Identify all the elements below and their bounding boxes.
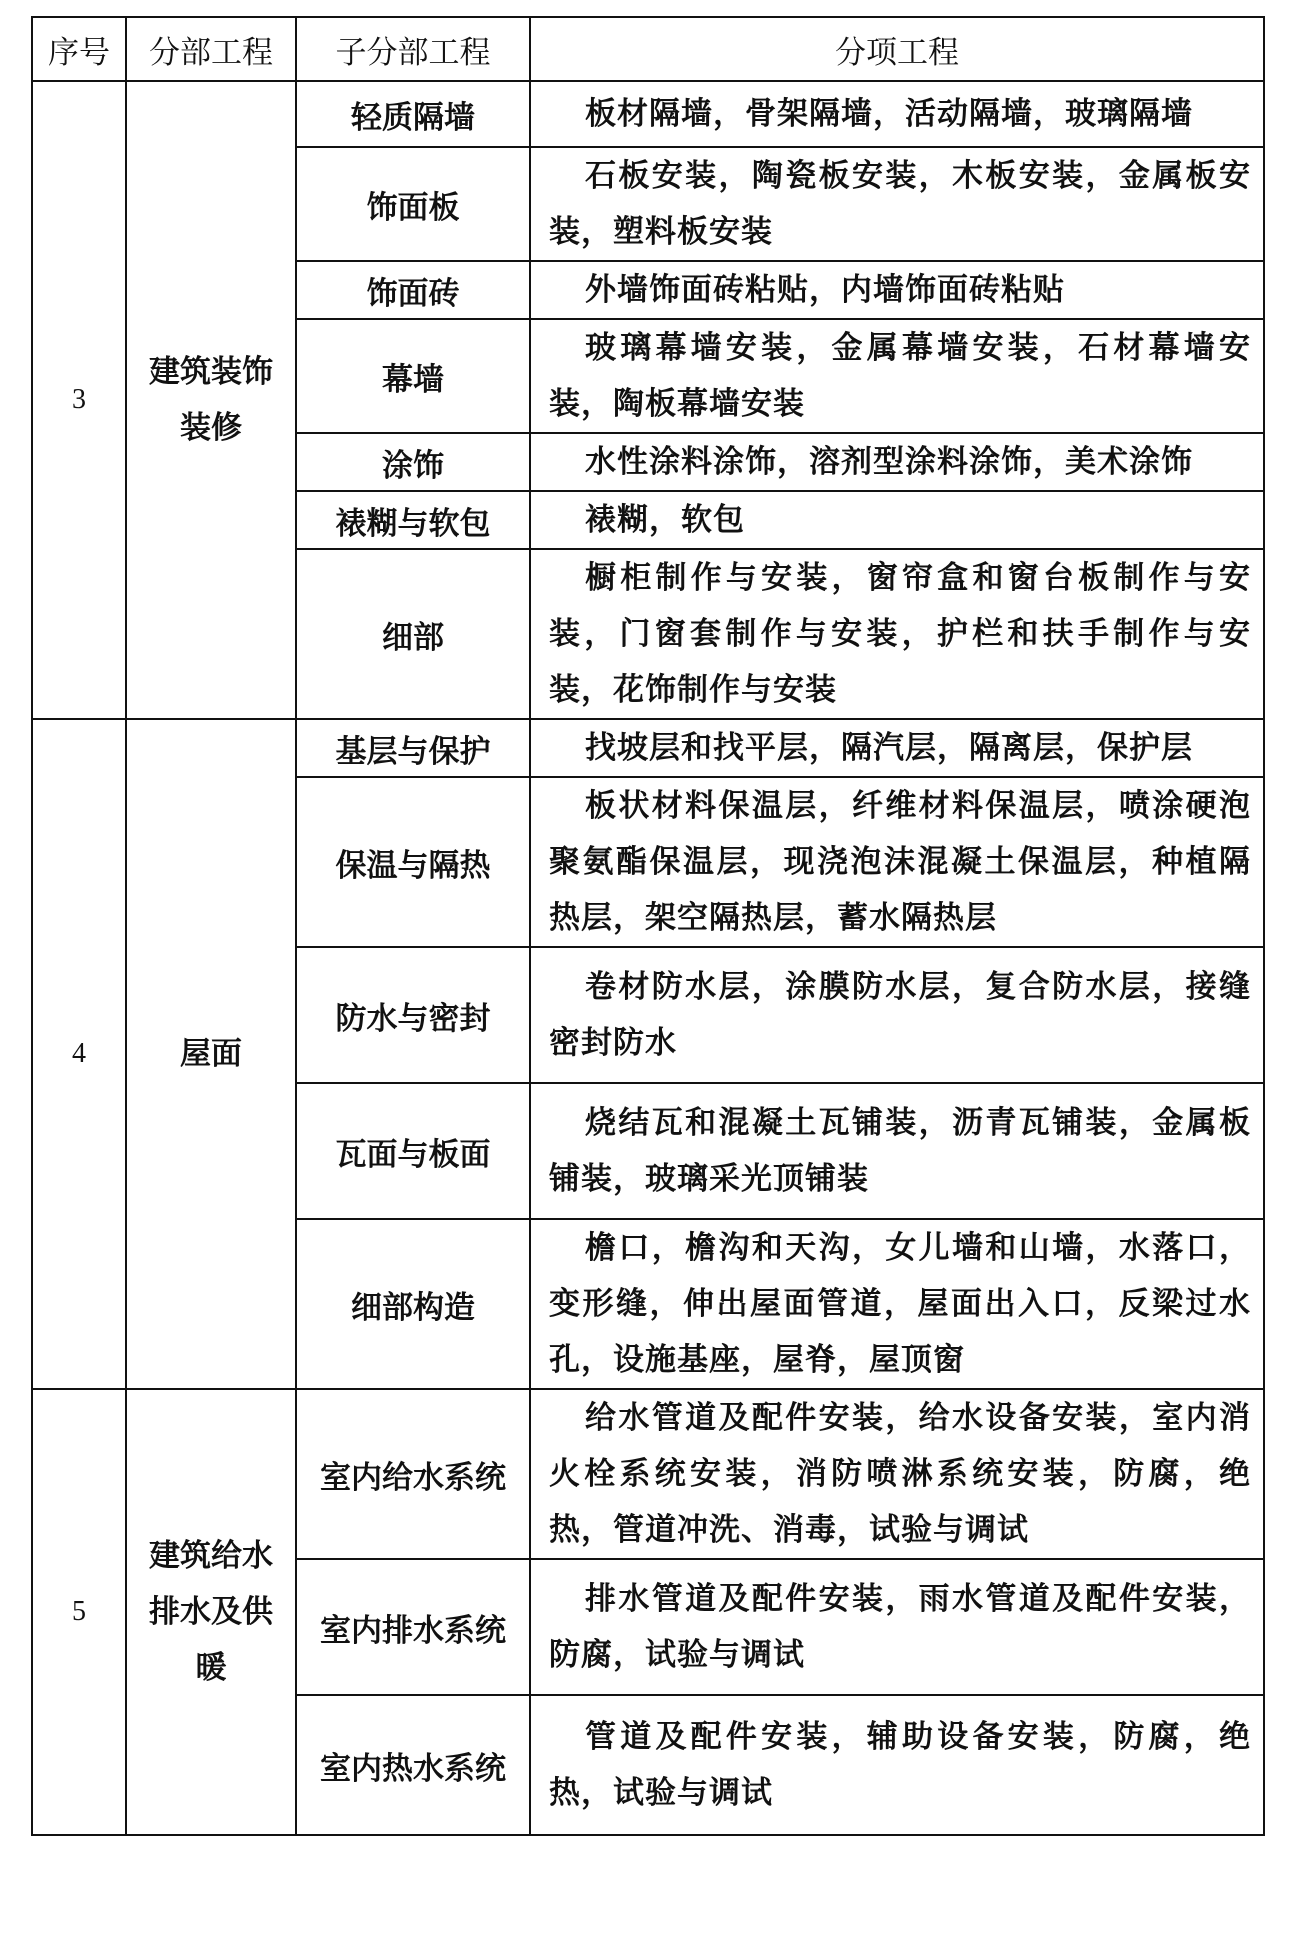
subdivision-cell: 幕墙 <box>296 319 530 433</box>
header-subdivision: 子分部工程 <box>296 17 530 81</box>
items-cell: 卷材防水层，涂膜防水层，复合防水层，接缝密封防水 <box>530 947 1264 1083</box>
subdivision-cell: 轻质隔墙 <box>296 81 530 147</box>
items-cell: 板状材料保温层，纤维材料保温层，喷涂硬泡聚氨酯保温层，现浇泡沫混凝土保温层，种植隔热层，架空隔热层，蓄水隔热层 <box>530 777 1264 947</box>
items-cell: 橱柜制作与安装，窗帘盒和窗台板制作与安装，门窗套制作与安装，护栏和扶手制作与安装，花饰制作与安装 <box>530 549 1264 719</box>
items-cell: 水性涂料涂饰，溶剂型涂料涂饰，美术涂饰 <box>530 433 1264 491</box>
subdivision-cell: 基层与保护 <box>296 719 530 777</box>
items-cell: 裱糊，软包 <box>530 491 1264 549</box>
subdivision-cell: 室内排水系统 <box>296 1559 530 1695</box>
group-division: 建筑给水排水及供暖 <box>126 1389 296 1835</box>
items-cell: 给水管道及配件安装，给水设备安装，室内消火栓系统安装，消防喷淋系统安装，防腐，绝热，管道冲洗、消毒，试验与调试 <box>530 1389 1264 1559</box>
group-index: 5 <box>32 1389 126 1835</box>
items-cell: 外墙饰面砖粘贴，内墙饰面砖粘贴 <box>530 261 1264 319</box>
subdivision-cell: 饰面砖 <box>296 261 530 319</box>
subdivision-cell: 涂饰 <box>296 433 530 491</box>
subdivision-cell: 细部 <box>296 549 530 719</box>
items-cell: 排水管道及配件安装，雨水管道及配件安装，防腐，试验与调试 <box>530 1559 1264 1695</box>
subdivision-cell: 室内给水系统 <box>296 1389 530 1559</box>
table-row <box>32 719 1264 777</box>
table-row <box>32 81 1264 147</box>
items-cell: 玻璃幕墙安装，金属幕墙安装，石材幕墙安装，陶板幕墙安装 <box>530 319 1264 433</box>
subdivision-cell: 饰面板 <box>296 147 530 261</box>
group-division: 建筑装饰装修 <box>126 81 296 719</box>
items-cell: 找坡层和找平层，隔汽层，隔离层，保护层 <box>530 719 1264 777</box>
subdivision-cell: 瓦面与板面 <box>296 1083 530 1219</box>
subdivision-cell: 保温与隔热 <box>296 777 530 947</box>
engineering-division-table <box>31 16 1265 1836</box>
items-cell: 石板安装，陶瓷板安装，木板安装，金属板安装，塑料板安装 <box>530 147 1264 261</box>
group-index: 4 <box>32 719 126 1389</box>
items-cell: 烧结瓦和混凝土瓦铺装，沥青瓦铺装，金属板铺装，玻璃采光顶铺装 <box>530 1083 1264 1219</box>
subdivision-cell: 裱糊与软包 <box>296 491 530 549</box>
subdivision-cell: 室内热水系统 <box>296 1695 530 1835</box>
items-cell: 板材隔墙，骨架隔墙，活动隔墙，玻璃隔墙 <box>530 81 1264 147</box>
group-division: 屋面 <box>126 719 296 1389</box>
header-index: 序号 <box>32 17 126 81</box>
subdivision-cell: 防水与密封 <box>296 947 530 1083</box>
items-cell: 檐口，檐沟和天沟，女儿墙和山墙，水落口，变形缝，伸出屋面管道，屋面出入口，反梁过水孔，设施基座，屋脊，屋顶窗 <box>530 1219 1264 1389</box>
table-row <box>32 1389 1264 1559</box>
group-index: 3 <box>32 81 126 719</box>
header-division: 分部工程 <box>126 17 296 81</box>
header-row <box>32 17 1264 81</box>
subdivision-cell: 细部构造 <box>296 1219 530 1389</box>
header-items: 分项工程 <box>530 17 1264 81</box>
items-cell: 管道及配件安装，辅助设备安装，防腐，绝热，试验与调试 <box>530 1695 1264 1835</box>
